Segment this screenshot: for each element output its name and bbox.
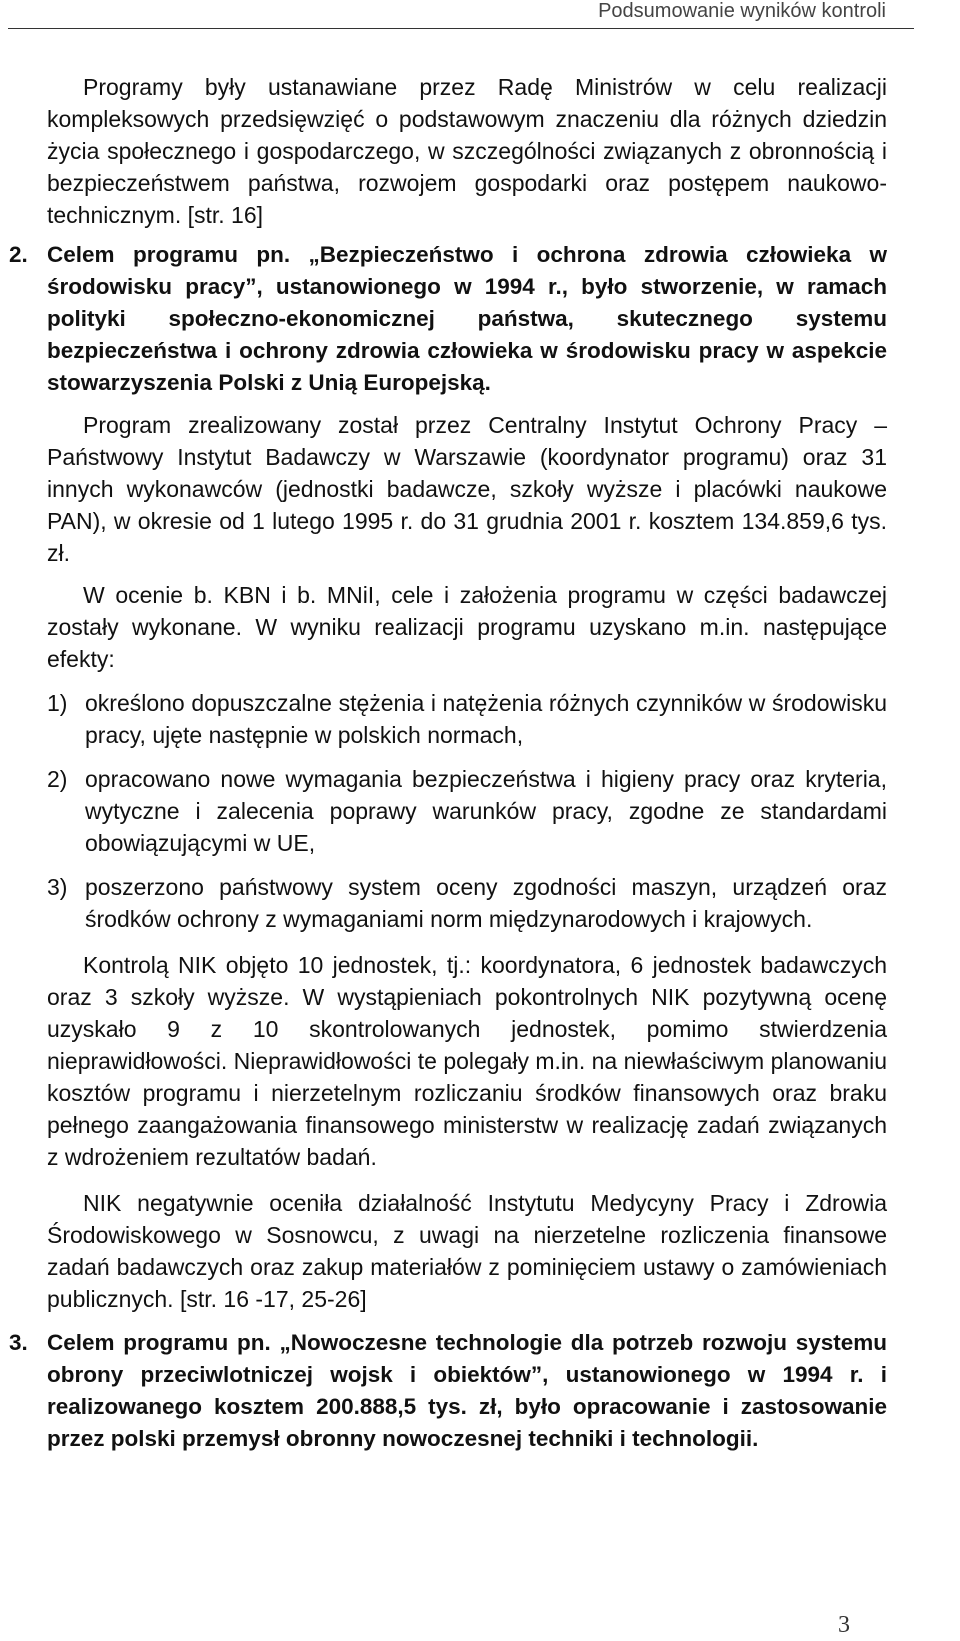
section-3-number: 3. bbox=[9, 1330, 28, 1355]
section-3-text: Celem programu pn. „Nowoczesne technologie dla potrzeb rozwoju systemu obrony przeciwlotniczej wojsk i obiektów”, ustanowionego w 1994 r. i realizowanego kosztem 200.888,5 tys. zł, było opracowanie i zastosowanie przez polski przemysł obronny nowoczesnej techniki i technologii. bbox=[47, 1330, 887, 1451]
effects-list bbox=[47, 687, 887, 935]
page-header bbox=[0, 0, 960, 22]
header-rule bbox=[8, 28, 914, 29]
negatywnie-paragraph: NIK negatywnie oceniła działalność Instytutu Medycyny Pracy i Zdrowia Środowiskowego w Sosnowcu, z uwagi na nierzetelne rozliczenia finansowe zadań badawczych oraz zakup materiałów z pominięciem ustawy o zamówieniach publicznych. [str. 16 -17, 25-26] bbox=[47, 1190, 887, 1312]
list-item bbox=[47, 871, 887, 935]
list-item bbox=[47, 687, 887, 751]
list-item bbox=[47, 763, 887, 859]
section-3 bbox=[9, 1327, 887, 1455]
kontrola-paragraph: Kontrolą NIK objęto 10 jednostek, tj.: koordynatora, 6 jednostek badawczych oraz 3 szkoły wyższe. W wystąpieniach pokontrolnych NIK pozytywną ocenę uzyskało 9 z 10 skontrolowanych jednostek, pomimo stwierdzenia nieprawidłowości. Nieprawidłowości te polegały m.in. na niewłaściwym planowaniu kosztów programu i nierzetelnym rozliczaniu środków finansowych oraz braku pełnego zaangażowania finansowego ministerstw w realizację zadań związanych z wdrożeniem rezultatów badań. bbox=[47, 952, 887, 1170]
intro-paragraph: Programy były ustanawiane przez Radę Ministrów w celu realizacji kompleksowych przedsięwzięć o podstawowym znaczeniu dla różnych dziedzin życia społecznego i gospodarczego, w szczególności związanych z obronnością i bezpieczeństwem państwa, rozwojem gospodarki oraz postępem naukowo-technicznym. [str. 16] bbox=[47, 74, 887, 228]
program-paragraph: Program zrealizowany został przez Centralny Instytut Ochrony Pracy – Państwowy Instytut Badawczy w Warszawie (koordynator programu) oraz 31 innych wykonawców (jednostki badawcze, szkoły wyższe i placówki naukowe PAN), w okresie od 1 lutego 1995 r. do 31 grudnia 2001 r. kosztem 134.859,6 tys. zł. bbox=[47, 412, 887, 566]
ocena-paragraph: W ocenie b. KBN i b. MNiI, cele i założenia programu w części badawczej zostały wykonane. W wyniku realizacji programu uzyskano m.in. następujące efekty: bbox=[47, 582, 887, 672]
list-item-number: 3) bbox=[47, 874, 68, 900]
section-2-text: Celem programu pn. „Bezpieczeństwo i ochrona zdrowia człowieka w środowisku pracy”, ustanowionego w 1994 r., było stworzenie, w ramach polityki społeczno-ekonomicznej państwa, skutecznego systemu bezpieczeństwa i ochrony zdrowia człowieka w środowisku pracy w aspekcie stowarzyszenia Polski z Unią Europejską. bbox=[47, 242, 887, 395]
list-item-text: opracowano nowe wymagania bezpieczeństwa i higieny pracy oraz kryteria, wytyczne i zalecenia poprawy warunków pracy, zgodne ze standardami obowiązującymi w UE, bbox=[85, 766, 887, 856]
section-2-number: 2. bbox=[9, 242, 28, 267]
header-title: Podsumowanie wyników kontroli bbox=[598, 0, 886, 22]
document-body bbox=[9, 71, 887, 1455]
list-item-number: 1) bbox=[47, 690, 68, 716]
section-2 bbox=[9, 239, 887, 399]
list-item-number: 2) bbox=[47, 766, 68, 792]
list-item-text: określono dopuszczalne stężenia i natężenia różnych czynników w środowisku pracy, ujęte następnie w polskich normach, bbox=[85, 690, 887, 748]
page-number: 3 bbox=[838, 1612, 850, 1638]
list-item-text: poszerzono państwowy system oceny zgodności maszyn, urządzeń oraz środków ochrony z wymaganiami norm międzynarodowych i krajowych. bbox=[85, 874, 887, 932]
